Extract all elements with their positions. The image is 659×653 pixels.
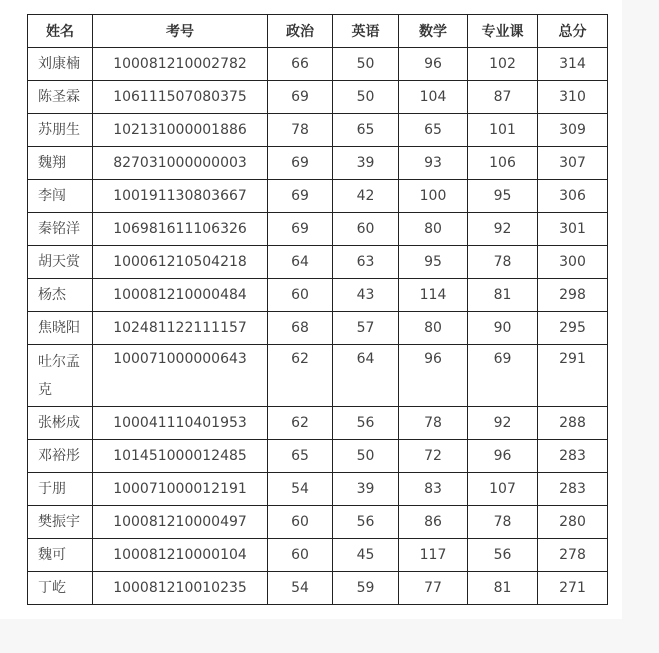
cell-politics: 60 [268,279,333,312]
table-row [28,147,608,180]
cell-exam-id: 100071000012191 [93,473,268,506]
cell-english: 43 [333,279,399,312]
table-row [28,539,608,572]
cell-math: 77 [399,572,468,605]
cell-english: 57 [333,312,399,345]
page-margin-bottom [0,619,659,653]
cell-politics: 62 [268,407,333,440]
cell-politics: 69 [268,81,333,114]
cell-major: 106 [468,147,538,180]
cell-english: 60 [333,213,399,246]
cell-total: 295 [538,312,608,345]
cell-name: 于朋 [28,473,93,506]
cell-total: 280 [538,506,608,539]
cell-name: 樊振宇 [28,506,93,539]
cell-exam-id: 100081210002782 [93,48,268,81]
cell-english: 56 [333,506,399,539]
table-row [28,506,608,539]
header-total: 总分 [538,15,608,48]
cell-english: 59 [333,572,399,605]
cell-english: 65 [333,114,399,147]
cell-politics: 69 [268,180,333,213]
cell-name: 丁屹 [28,572,93,605]
table-row [28,246,608,279]
cell-exam-id: 100081210000497 [93,506,268,539]
cell-math: 93 [399,147,468,180]
cell-politics: 66 [268,48,333,81]
cell-name: 李闯 [28,180,93,213]
table-row [28,345,608,407]
cell-english: 45 [333,539,399,572]
table-row [28,81,608,114]
cell-exam-id: 100071000000643 [93,345,268,407]
cell-math: 72 [399,440,468,473]
header-major: 专业课 [468,15,538,48]
cell-name: 秦铭洋 [28,213,93,246]
cell-major: 69 [468,345,538,407]
table-row [28,440,608,473]
cell-major: 92 [468,407,538,440]
cell-total: 306 [538,180,608,213]
cell-math: 114 [399,279,468,312]
cell-total: 271 [538,572,608,605]
cell-politics: 60 [268,539,333,572]
cell-exam-id: 106111507080375 [93,81,268,114]
cell-politics: 68 [268,312,333,345]
header-exam-id: 考号 [93,15,268,48]
page-margin-right [622,0,659,653]
cell-major: 101 [468,114,538,147]
cell-major: 95 [468,180,538,213]
table-header-row [28,15,608,48]
cell-major: 81 [468,572,538,605]
cell-major: 90 [468,312,538,345]
cell-total: 291 [538,345,608,407]
header-name: 姓名 [28,15,93,48]
cell-english: 39 [333,473,399,506]
cell-math: 80 [399,213,468,246]
cell-english: 50 [333,48,399,81]
table-row [28,312,608,345]
table-row [28,48,608,81]
cell-total: 307 [538,147,608,180]
cell-name: 陈圣霖 [28,81,93,114]
cell-politics: 78 [268,114,333,147]
cell-exam-id: 100081210000104 [93,539,268,572]
cell-major: 107 [468,473,538,506]
cell-math: 83 [399,473,468,506]
cell-total: 300 [538,246,608,279]
cell-major: 78 [468,506,538,539]
cell-total: 309 [538,114,608,147]
cell-math: 96 [399,345,468,407]
cell-exam-id: 100061210504218 [93,246,268,279]
cell-politics: 69 [268,147,333,180]
cell-politics: 54 [268,572,333,605]
cell-exam-id: 106981611106326 [93,213,268,246]
cell-math: 117 [399,539,468,572]
cell-exam-id: 102131000001886 [93,114,268,147]
cell-politics: 54 [268,473,333,506]
cell-name: 魏翔 [28,147,93,180]
cell-name: 吐尔孟克 [28,345,93,407]
table-row [28,407,608,440]
cell-exam-id: 100191130803667 [93,180,268,213]
cell-total: 278 [538,539,608,572]
cell-major: 92 [468,213,538,246]
cell-major: 96 [468,440,538,473]
cell-name: 邓裕彤 [28,440,93,473]
cell-total: 288 [538,407,608,440]
cell-english: 50 [333,440,399,473]
cell-math: 104 [399,81,468,114]
cell-major: 81 [468,279,538,312]
cell-math: 96 [399,48,468,81]
cell-math: 80 [399,312,468,345]
cell-name: 张彬成 [28,407,93,440]
header-english: 英语 [333,15,399,48]
cell-total: 283 [538,473,608,506]
cell-english: 39 [333,147,399,180]
cell-math: 86 [399,506,468,539]
cell-politics: 60 [268,506,333,539]
table-row [28,572,608,605]
cell-exam-id: 102481122111157 [93,312,268,345]
cell-math: 100 [399,180,468,213]
cell-exam-id: 100081210010235 [93,572,268,605]
cell-politics: 65 [268,440,333,473]
cell-major: 87 [468,81,538,114]
cell-politics: 64 [268,246,333,279]
table-row [28,180,608,213]
cell-name: 焦晓阳 [28,312,93,345]
cell-major: 102 [468,48,538,81]
cell-major: 78 [468,246,538,279]
cell-politics: 62 [268,345,333,407]
cell-exam-id: 100081210000484 [93,279,268,312]
cell-name: 刘康楠 [28,48,93,81]
cell-total: 298 [538,279,608,312]
cell-english: 50 [333,81,399,114]
table-row [28,213,608,246]
cell-total: 283 [538,440,608,473]
cell-english: 64 [333,345,399,407]
cell-name: 魏可 [28,539,93,572]
cell-total: 314 [538,48,608,81]
cell-math: 78 [399,407,468,440]
header-math: 数学 [399,15,468,48]
cell-total: 301 [538,213,608,246]
table-row [28,473,608,506]
table-row [28,279,608,312]
cell-math: 65 [399,114,468,147]
cell-name: 杨杰 [28,279,93,312]
cell-exam-id: 827031000000003 [93,147,268,180]
cell-total: 310 [538,81,608,114]
cell-english: 42 [333,180,399,213]
cell-major: 56 [468,539,538,572]
cell-name: 胡天赏 [28,246,93,279]
cell-politics: 69 [268,213,333,246]
cell-math: 95 [399,246,468,279]
cell-exam-id: 100041110401953 [93,407,268,440]
cell-exam-id: 101451000012485 [93,440,268,473]
table-row [28,114,608,147]
cell-name: 苏朋生 [28,114,93,147]
score-table [27,14,608,605]
cell-english: 56 [333,407,399,440]
cell-english: 63 [333,246,399,279]
header-politics: 政治 [268,15,333,48]
